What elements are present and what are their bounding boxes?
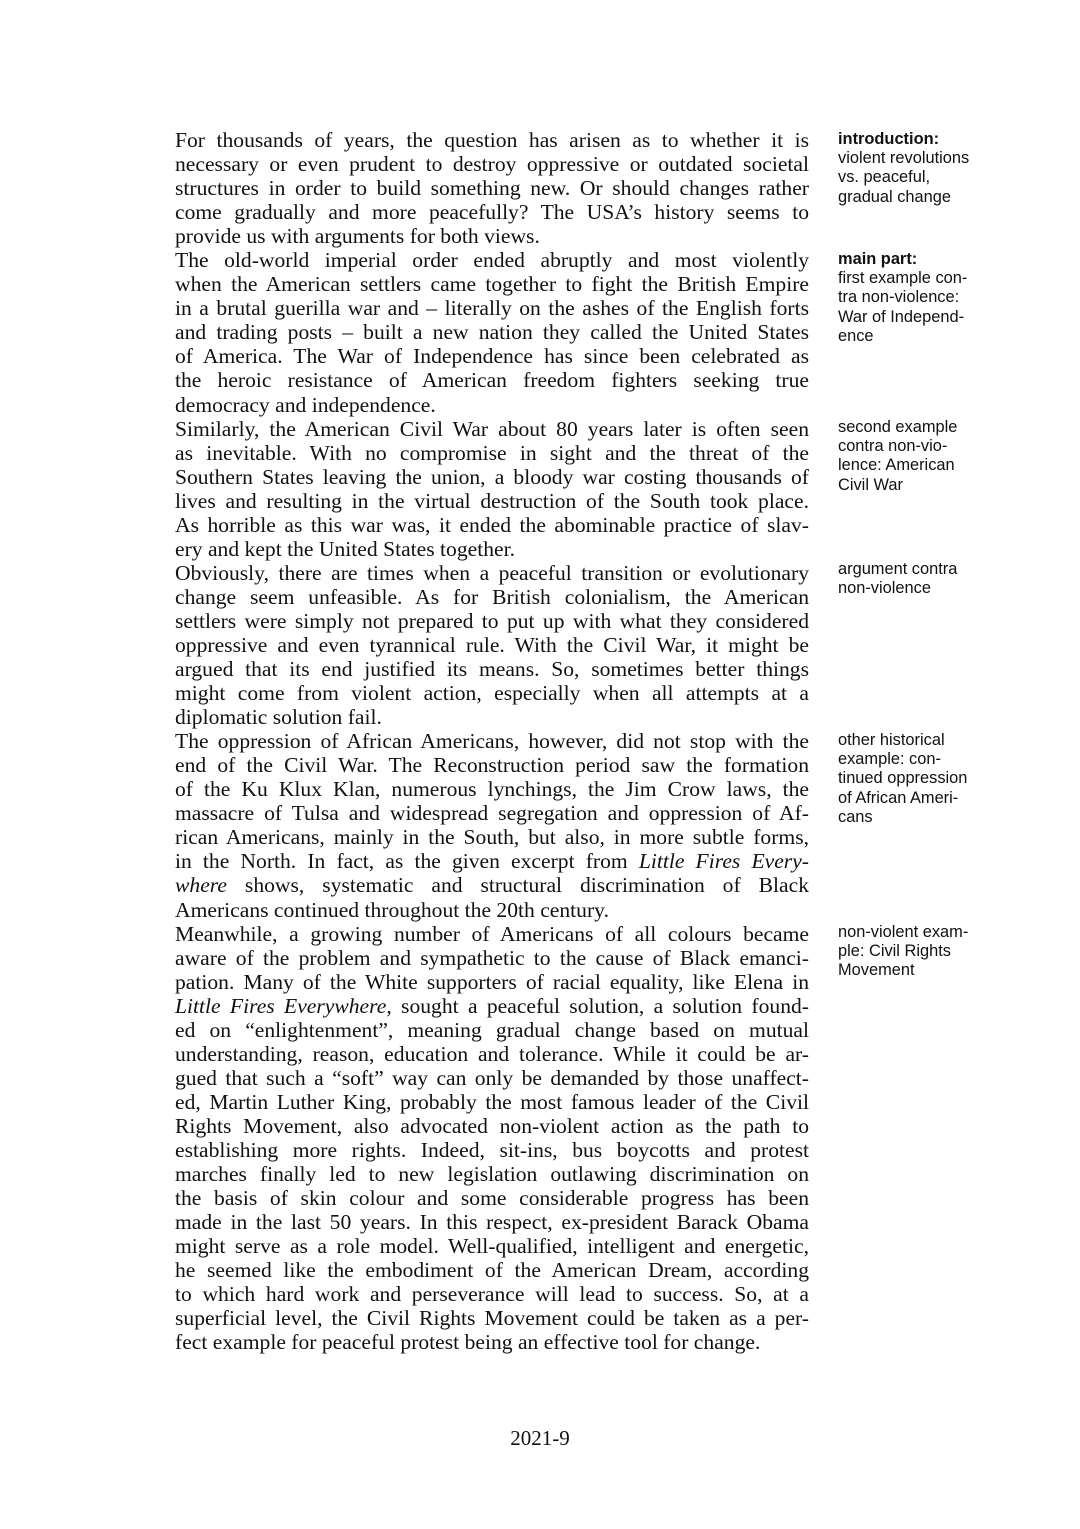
margin-note-line: Movement <box>838 961 915 980</box>
text-line: structures in order to build something new. Or should changes rather <box>175 176 809 201</box>
margin-note-introduction <box>838 130 998 207</box>
text-line: diplomatic solution fail. <box>175 705 382 730</box>
text-line: might serve as a role model. Well-qualified, intelligent and energetic, <box>175 1234 809 1259</box>
text-line: change seem unfeasible. As for British colonialism, the American <box>175 584 809 609</box>
margin-note-line: first example con- <box>838 269 968 288</box>
essay-body <box>175 128 809 1354</box>
margin-note-line: Civil War <box>838 475 903 494</box>
text-line: fect example for peaceful protest being an effective tool for change. <box>175 1330 761 1355</box>
text-line: lives and resulting in the virtual destruction of the South took place. <box>175 488 809 513</box>
margin-note-line: violent revolutions <box>838 149 970 168</box>
text-line: settlers were simply not prepared to put up with what they considered <box>175 608 809 633</box>
margin-note-line: lence: American <box>838 456 955 475</box>
margin-note-line: second example <box>838 418 958 436</box>
margin-note-line: non-violence <box>838 579 931 598</box>
margin-note-civil-war <box>838 418 998 495</box>
text-line: aware of the problem and sympathetic to the cause of Black emanci- <box>175 945 809 970</box>
text-line: massacre of Tulsa and widespread segregation and oppression of Af- <box>175 801 809 826</box>
text-line <box>175 994 809 1018</box>
margin-note-line: non-violent exam- <box>838 923 969 941</box>
margin-note-line: War of Independ- <box>838 307 965 326</box>
margin-note-line: contra non-vio- <box>838 437 948 456</box>
text-line: made in the last 50 years. In this respect, ex-president Barack Obama <box>175 1210 809 1235</box>
text-line: For thousands of years, the question has arisen as to whether it is <box>175 128 809 152</box>
text-line <box>175 849 809 873</box>
text-segment: shows, systematic and structural discrimination of Black <box>226 873 809 898</box>
text-line: necessary or even prudent to destroy oppressive or outdated societal <box>175 152 809 177</box>
text-line: come gradually and more peacefully? The USA’s history seems to <box>175 200 809 225</box>
margin-note-line: of African Ameri- <box>838 788 959 807</box>
text-line: oppressive and even tyrannical rule. With the Civil War, it might be <box>175 632 809 657</box>
text-line <box>175 873 809 897</box>
text-line: of America. The War of Independence has since been celebrated as <box>175 344 809 369</box>
text-line: gued that such a “soft” way can only be demanded by those unaffect- <box>175 1065 809 1090</box>
margin-note-line: vs. peaceful, <box>838 168 931 187</box>
margin-note-line: other historical <box>838 731 945 749</box>
margin-note-line: tra non-violence: <box>838 288 960 307</box>
margin-note-line: cans <box>838 807 873 826</box>
text-line: ed on “enlightenment”, meaning gradual change based on mutual <box>175 1017 809 1042</box>
margin-note-line: ence <box>838 326 874 345</box>
margin-note-argument-contra <box>838 560 998 598</box>
text-line: ed, Martin Luther King, probably the most famous leader of the Civil <box>175 1089 809 1114</box>
text-line: understanding, reason, education and tolerance. While it could be ar- <box>175 1041 809 1066</box>
text-line: rican Americans, mainly in the South, but also, in more subtle forms, <box>175 825 809 850</box>
text-line: he seemed like the embodiment of the American Dream, according <box>175 1258 809 1283</box>
margin-note-heading: main part: <box>838 250 918 268</box>
text-line: in a brutal guerilla war and – literally on the ashes of the English forts <box>175 296 809 321</box>
margin-note-line: ple: Civil Rights <box>838 942 951 961</box>
text-line: The oppression of African Americans, however, did not stop with the <box>175 729 809 754</box>
text-line: when the American settlers came together to fight the British Empire <box>175 272 809 297</box>
text-line: and trading posts – built a new nation they called the United States <box>175 320 809 345</box>
text-line: superficial level, the Civil Rights Movement could be taken as a per- <box>175 1306 809 1331</box>
text-line: argued that its end justified its means. So, sometimes better things <box>175 657 809 682</box>
text-line: democracy and independence. <box>175 392 436 417</box>
text-line: Similarly, the American Civil War about 80 years later is often seen <box>175 416 809 441</box>
text-line: The old-world imperial order ended abruptly and most violently <box>175 248 809 273</box>
text-line: Americans continued throughout the 20th century. <box>175 897 609 922</box>
margin-note-line: gradual change <box>838 187 952 206</box>
margin-note-line: tinued oppression <box>838 769 968 788</box>
text-line: pation. Many of the White supporters of racial equality, like Elena in <box>175 969 809 994</box>
text-line: the basis of skin colour and some considerable progress has been <box>175 1186 809 1211</box>
margin-note-civil-rights <box>838 923 998 981</box>
margin-note-heading: introduction: <box>838 130 940 148</box>
margin-note-line: argument contra <box>838 560 958 578</box>
text-line: of the Ku Klux Klan, numerous lynchings, the Jim Crow laws, the <box>175 777 809 802</box>
text-line: the heroic resistance of American freedom fighters seeking true <box>175 368 809 393</box>
text-line: provide us with arguments for both views. <box>175 224 540 249</box>
text-segment: , sought a peaceful solution, a solution found- <box>386 993 809 1018</box>
text-line: Southern States leaving the union, a bloody war costing thousands of <box>175 464 809 489</box>
margin-note-main-part <box>838 250 998 346</box>
text-line: As horrible as this war was, it ended the abominable practice of slav- <box>175 512 809 537</box>
book-title: Little Fires Everywhere <box>175 993 387 1018</box>
book-title: where <box>175 873 227 898</box>
text-line: establishing more rights. Indeed, sit-ins, bus boycotts and protest <box>175 1137 809 1162</box>
page-number: 2021-9 <box>510 1426 570 1450</box>
text-line: Rights Movement, also advocated non-violent action as the path to <box>175 1113 809 1138</box>
text-line: ery and kept the United States together. <box>175 536 516 561</box>
text-line: marches finally led to new legislation outlawing discrimination on <box>175 1162 809 1187</box>
text-segment: in the North. In fact, as the given excerpt from <box>175 849 639 874</box>
margin-note-line: example: con- <box>838 750 941 769</box>
book-title: Little Fires Every- <box>638 849 809 874</box>
text-line: might come from violent action, especially when all attempts at a <box>175 681 809 706</box>
text-line: end of the Civil War. The Reconstruction period saw the formation <box>175 753 809 778</box>
text-line: Meanwhile, a growing number of Americans of all colours became <box>175 921 809 946</box>
text-line: Obviously, there are times when a peaceful transition or evolutionary <box>175 560 809 585</box>
margin-note-historical-example <box>838 731 998 827</box>
text-line: as inevitable. With no compromise in sight and the threat of the <box>175 440 809 465</box>
text-line: to which hard work and perseverance will lead to success. So, at a <box>175 1282 809 1307</box>
